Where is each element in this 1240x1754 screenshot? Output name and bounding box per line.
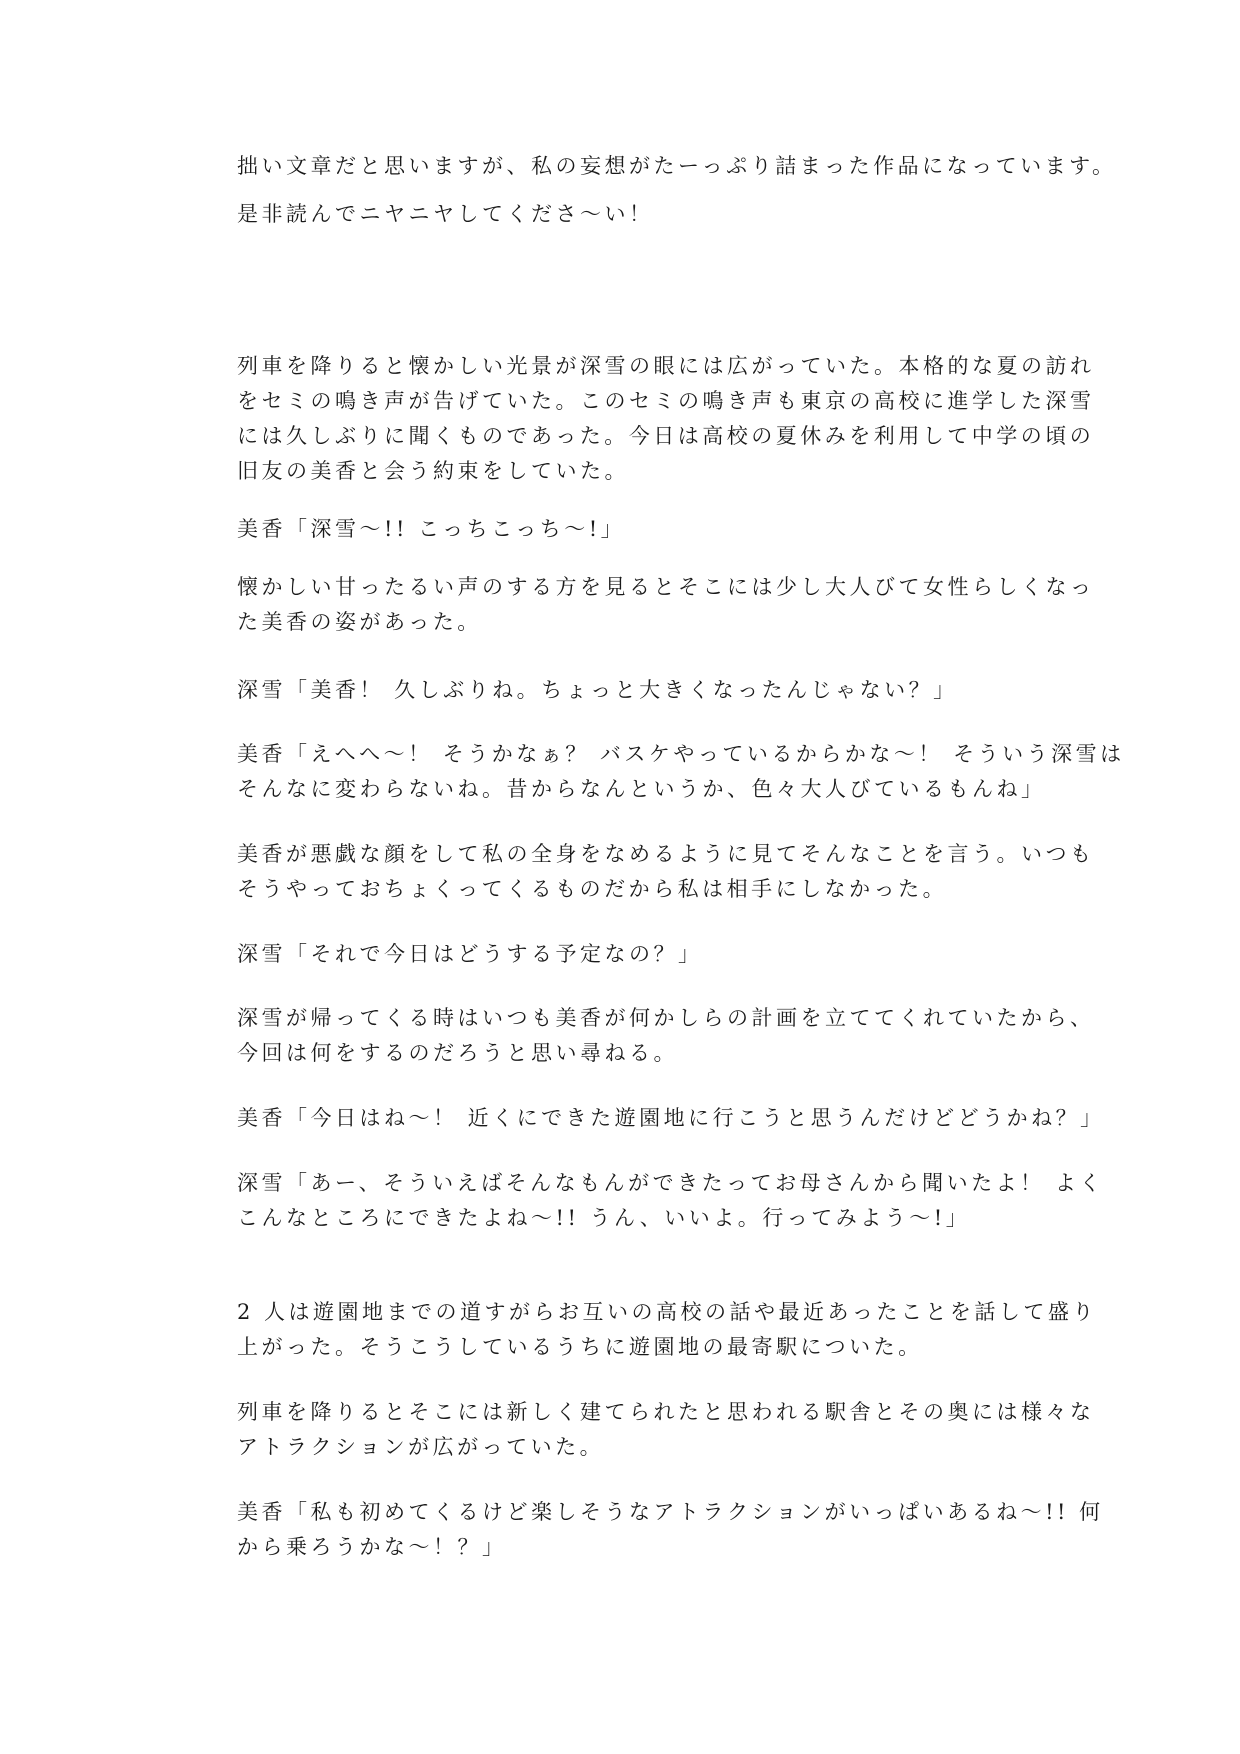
- intro-line-2: 是非読んでニヤニヤしてくださ〜い！: [237, 202, 654, 226]
- dialogue-line: 美香「今日はね～！ 近くにできた遊園地に行こうと思うんだけどどうかね？」: [237, 1106, 1105, 1130]
- dialogue-line: そんなに変わらないね。昔からなんというか、色々大人びているもんね」: [237, 777, 1046, 801]
- paragraph-line: 列車を降りると懐かしい光景が深雪の眼には広がっていた。本格的な夏の訪れ: [237, 354, 1095, 378]
- paragraph-line: 深雪が帰ってくる時はいつも美香が何かしらの計画を立ててくれていたから、: [237, 1006, 1095, 1030]
- dialogue-line: から乗ろうかな～！？」: [237, 1535, 507, 1559]
- paragraph-line: をセミの鳴き声が告げていた。このセミの鳴き声も東京の高校に進学した深雪: [237, 389, 1095, 413]
- paragraph-line: アトラクションが広がっていた。: [237, 1435, 605, 1459]
- intro-line-1: 拙い文章だと思いますが、私の妄想がたーっぷり詰まった作品になっています。: [237, 154, 1117, 178]
- dialogue-line: 深雪「あー、そういえばそんなもんができたってお母さんから聞いたよ！ よく: [237, 1171, 1104, 1195]
- paragraph-line: 懐かしい甘ったるい声のする方を見るとそこには少し大人びて女性らしくなっ: [237, 575, 1095, 599]
- dialogue-line: 美香「私も初めてくるけど楽しそうなアトラクションがいっぱいあるね～!! 何: [237, 1500, 1104, 1524]
- dialogue-line: 美香「えへへ～！ そうかなぁ？ バスケやっているからかな～！ そういう深雪は: [237, 742, 1125, 766]
- paragraph-line: 美香が悪戯な顔をして私の全身をなめるように見てそんなことを言う。いつも: [237, 842, 1095, 866]
- dialogue-line: こんなところにできたよね～!! うん、いいよ。行ってみよう～!」: [237, 1206, 971, 1230]
- paragraph-line: 旧友の美香と会う約束をしていた。: [237, 459, 629, 483]
- dialogue-line: 深雪「それで今日はどうする予定なの？」: [237, 942, 703, 966]
- dialogue-line: 美香「深雪～!! こっちこっち～!」: [237, 517, 626, 541]
- dialogue-line: 深雪「美香！ 久しぶりね。ちょっと大きくなったんじゃない？」: [237, 678, 958, 702]
- paragraph-line: た美香の姿があった。: [237, 610, 482, 634]
- paragraph-line: 列車を降りるとそこには新しく建てられたと思われる駅舎とその奥には様々な: [237, 1400, 1095, 1424]
- paragraph-line: には久しぶりに聞くものであった。今日は高校の夏休みを利用して中学の頃の: [237, 424, 1095, 448]
- paragraph-line: 2 人は遊園地までの道すがらお互いの高校の話や最近あったことを話して盛り: [237, 1300, 1097, 1324]
- paragraph-line: 今回は何をするのだろうと思い尋ねる。: [237, 1041, 678, 1065]
- paragraph-line: 上がった。そうこうしているうちに遊園地の最寄駅についた。: [237, 1335, 923, 1359]
- paragraph-line: そうやっておちょくってくるものだから私は相手にしなかった。: [237, 877, 948, 901]
